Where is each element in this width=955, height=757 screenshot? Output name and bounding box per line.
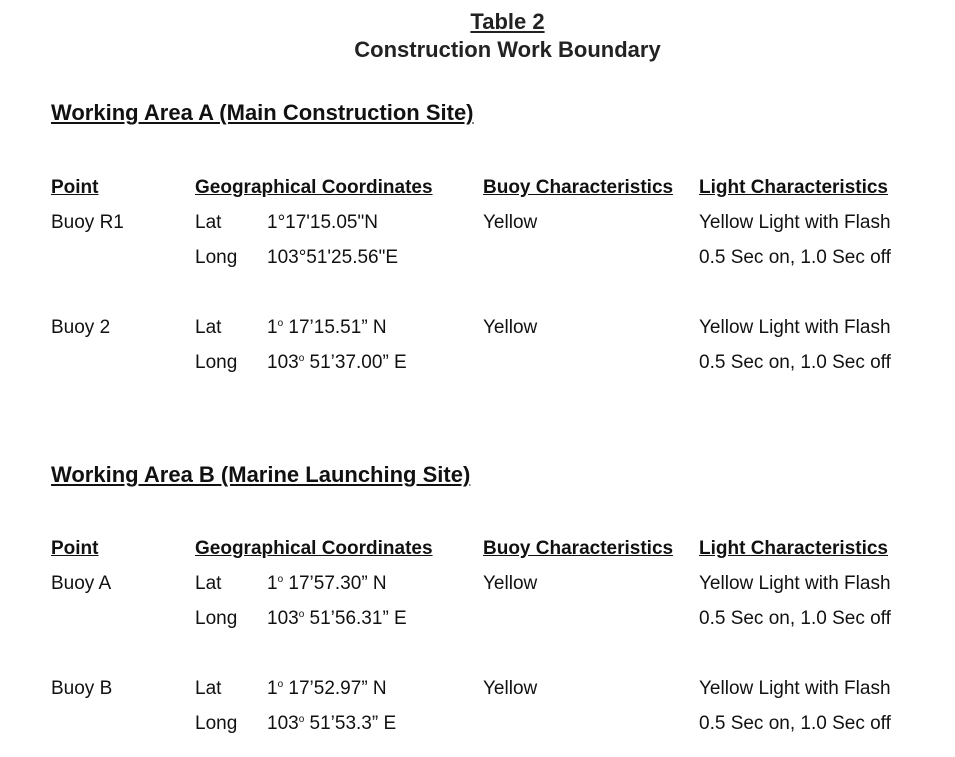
buoy-b-name: Buoy B (51, 678, 113, 699)
degree-mark: o (277, 574, 284, 585)
buoy-r1-long-value: 103°51'25.56"E (267, 247, 399, 268)
buoy-b-long-label: Long (195, 713, 238, 734)
buoy-2-light-line1: Yellow Light with Flash (699, 317, 891, 338)
buoy-b-light-line1: Yellow Light with Flash (699, 678, 891, 699)
buoy-r1-lat-value: 1°17'15.05"N (267, 212, 378, 233)
degree-mark: o (298, 714, 305, 725)
area-a-header-light: Light Characteristics (699, 177, 888, 198)
degree-mark: o (277, 318, 284, 329)
buoy-r1-long-label: Long (195, 247, 238, 268)
buoy-r1-light-line2: 0.5 Sec on, 1.0 Sec off (699, 247, 891, 268)
buoy-2-buoy-char: Yellow (483, 317, 538, 338)
area-a-header-point: Point (51, 177, 99, 198)
degree-mark: o (298, 609, 305, 620)
area-b-header-buoy: Buoy Characteristics (483, 538, 674, 559)
area-a-heading: Working Area A (Main Construction Site) (51, 100, 474, 125)
buoy-r1-light-line1: Yellow Light with Flash (699, 212, 891, 233)
table-title: Table 2 (470, 9, 545, 34)
buoy-b-lat-value: 1$^o$ 17’52.97” N (267, 678, 387, 699)
degree-mark: o (298, 353, 305, 364)
buoy-a-lat-value: 1$^o$ 17’57.30” N (267, 573, 387, 594)
area-b-header-coords: Geographical Coordinates (195, 538, 433, 559)
buoy-a-light-line2: 0.5 Sec on, 1.0 Sec off (699, 608, 891, 629)
buoy-a-long-value: 103$^o$ 51’56.31” E (267, 608, 407, 629)
buoy-2-long-value: 103$^o$ 51’37.00” E (267, 352, 407, 373)
buoy-a-lat-label: Lat (195, 573, 222, 594)
area-b-header-light: Light Characteristics (699, 538, 888, 559)
buoy-b-light-line2: 0.5 Sec on, 1.0 Sec off (699, 713, 891, 734)
area-a-header-coords: Geographical Coordinates (195, 177, 433, 198)
buoy-a-buoy-char: Yellow (483, 573, 538, 594)
table-subtitle: Construction Work Boundary (354, 37, 661, 62)
buoy-a-name: Buoy A (51, 573, 112, 594)
buoy-b-buoy-char: Yellow (483, 678, 538, 699)
buoy-a-long-label: Long (195, 608, 238, 629)
area-a-header-buoy: Buoy Characteristics (483, 177, 674, 198)
buoy-b-long-value: 103$^o$ 51’53.3” E (267, 713, 397, 734)
buoy-r1-buoy-char: Yellow (483, 212, 538, 233)
area-b-heading: Working Area B (Marine Launching Site) (51, 462, 471, 487)
buoy-r1-name: Buoy R1 (51, 212, 124, 233)
buoy-2-light-line2: 0.5 Sec on, 1.0 Sec off (699, 352, 891, 373)
buoy-a-light-line1: Yellow Light with Flash (699, 573, 891, 594)
buoy-2-lat-label: Lat (195, 317, 222, 338)
degree-mark: o (277, 679, 284, 690)
buoy-2-long-label: Long (195, 352, 238, 373)
buoy-2-lat-value: 1$^o$ 17’15.51” N (267, 317, 387, 338)
buoy-b-lat-label: Lat (195, 678, 222, 699)
buoy-2-name: Buoy 2 (51, 317, 111, 338)
buoy-r1-lat-label: Lat (195, 212, 222, 233)
area-b-header-point: Point (51, 538, 99, 559)
